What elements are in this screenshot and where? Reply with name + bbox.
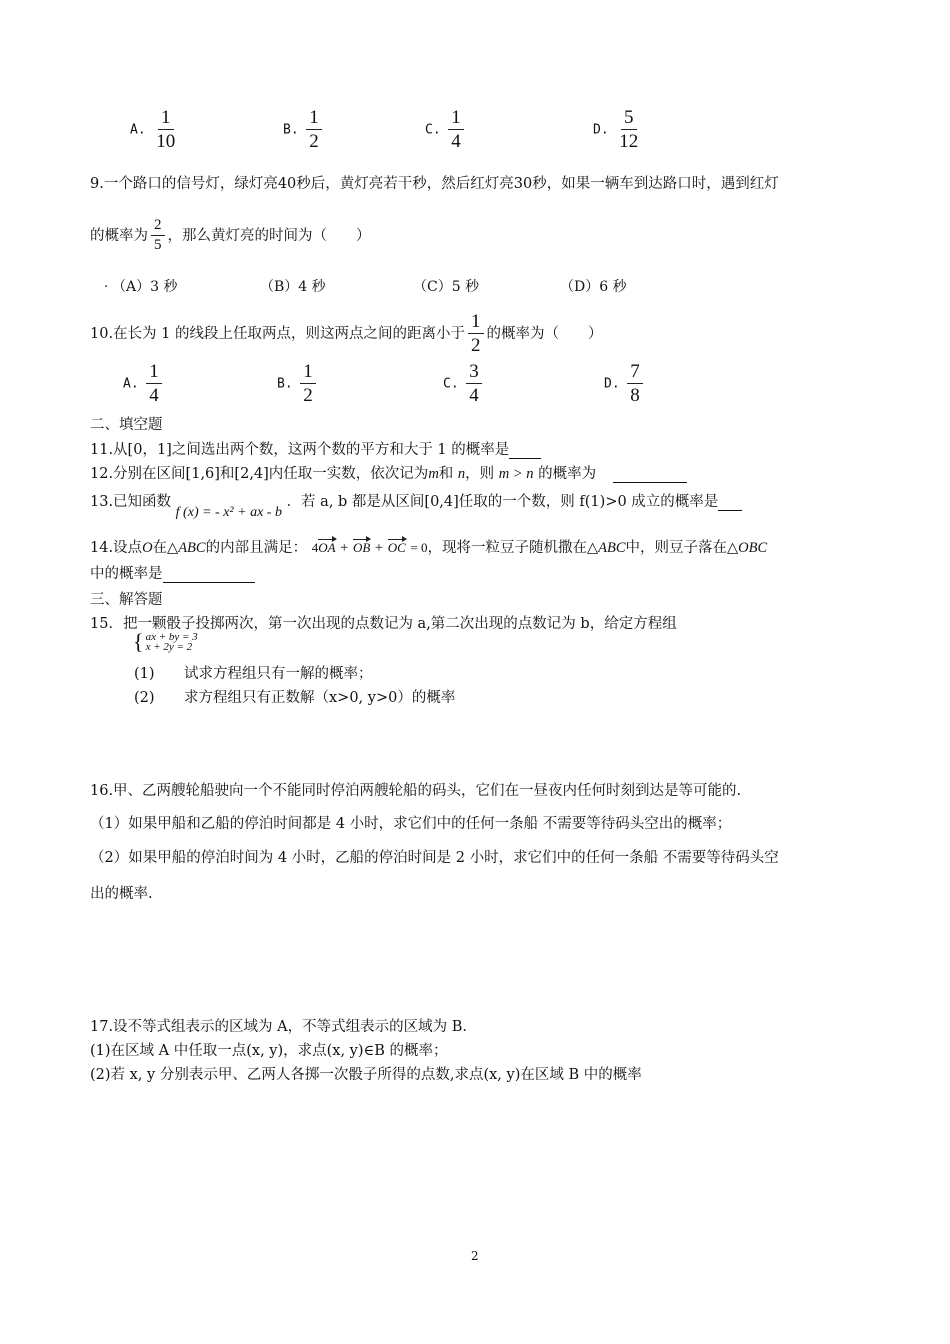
q9-line2-pre: 的概率为 xyxy=(90,227,148,244)
q9-line2-post: ，那么黄灯亮的时间为（ ） xyxy=(167,227,371,244)
q9-line1: 9.一个路口的信号灯，绿灯亮40秒后，黄灯亮若干秒，然后红灯亮30秒，如果一辆车到达路口时，遇到红灯 xyxy=(90,176,779,192)
q8-option-c xyxy=(425,108,467,152)
q14-vector-oa: OA xyxy=(318,540,336,555)
q11-text: 11.从[0，1]之间选出两个数，这两个数的平方和大于 1 的概率是 xyxy=(90,442,510,458)
q10-option-b xyxy=(277,362,319,406)
q14-plus: + xyxy=(340,540,349,556)
option-label: A. xyxy=(130,122,146,138)
option-label: D. xyxy=(604,376,620,392)
equation-1: ax + by = 3 xyxy=(145,631,198,643)
option-label: B. xyxy=(277,376,293,392)
q14-vector-oc: OC xyxy=(387,540,406,555)
q12 xyxy=(90,462,687,483)
q14-line2-text: 中的概率是 xyxy=(90,566,163,582)
q15-sub2-text: 求方程组只有正数解（x>0, y>0）的概率 xyxy=(184,690,456,706)
q14-point-o: O xyxy=(142,540,153,556)
option-label: C. xyxy=(443,376,459,392)
brace-icon: { xyxy=(133,629,144,654)
q14-in: 在△ xyxy=(152,540,179,556)
option-fraction: $\frac{5}{12}$ xyxy=(619,107,639,152)
q14-triangle-abc: ABC xyxy=(178,540,206,556)
q14-post2: 中，则豆子落在△ xyxy=(625,540,739,556)
q15-sub1 xyxy=(134,662,373,683)
q12-expr: m > n xyxy=(498,466,534,482)
q14-equals-zero: = 0 xyxy=(410,540,428,555)
q12-post: 的概率为 xyxy=(538,466,597,482)
q14-post1: ，现将一粒豆子随机撒在△ xyxy=(427,540,599,556)
q10-stem-pre: 10.在长为 1 的线段上任取两点，则这两点之间的距离小于 xyxy=(90,325,466,342)
q10-option-d xyxy=(604,362,646,406)
q13-post: ．若 a, b 都是从区间[0,4]任取的一个数，则 f(1)>0 成立的概率是 xyxy=(286,494,719,510)
q10-option-a xyxy=(123,362,165,406)
q10-option-c xyxy=(443,362,485,406)
answer-blank xyxy=(718,494,742,511)
q16-sub2: （2）如果甲船的停泊时间为 4 小时，乙船的停泊时间是 2 小时，求它们中的任何一条船 不需要等待码头空 xyxy=(90,850,779,866)
q14-vector-ob: OB xyxy=(352,540,371,555)
q16-stem: 16.甲、乙两艘轮船驶向一个不能同时停泊两艘轮船的码头，它们在一昼夜内任何时刻到达是等可能的. xyxy=(90,783,742,799)
option-label: C. xyxy=(425,122,441,138)
option-label: B. xyxy=(283,122,299,138)
answer-blank xyxy=(163,566,255,583)
option-label: A. xyxy=(123,376,139,392)
q14-plus: + xyxy=(374,540,384,556)
q14-triangle-obc: OBC xyxy=(738,540,768,556)
option-fraction: $\frac{1}{2}$ xyxy=(306,108,322,152)
section-heading-fill-in: 二、填空题 xyxy=(90,417,163,433)
q9-fraction: $\frac{2}{5}$ xyxy=(151,218,165,254)
section-heading-solutions: 三、解答题 xyxy=(90,592,163,608)
q9-line2 xyxy=(90,218,371,254)
q12-var-m: m xyxy=(428,466,439,482)
option-label: D. xyxy=(593,122,609,138)
q14-pre: 14.设点 xyxy=(90,540,143,556)
q14-triangle-abc-2: ABC xyxy=(598,540,626,556)
q14-line2 xyxy=(90,562,255,583)
q9-dot: . xyxy=(104,276,109,291)
option-fraction: $\frac{1}{10}$ xyxy=(156,107,176,152)
q14-line1 xyxy=(90,536,767,557)
option-fraction: $\frac{1}{4}$ xyxy=(146,362,162,406)
q15-sub1-text: 试求方程组只有一解的概率； xyxy=(184,666,373,682)
q10-fraction: $\frac{1}{2}$ xyxy=(468,312,484,356)
q17-sub2: (2)若 x, y 分别表示甲、乙两人各掷一次骰子所得的点数,求点(x, y)在区域 B 中的概率 xyxy=(90,1067,642,1083)
q10-stem xyxy=(90,312,603,356)
q13-function: f (x) = - x² + ax - b xyxy=(175,505,282,520)
equation-2: x + 2y = 2 xyxy=(145,641,193,653)
q11 xyxy=(90,438,541,459)
q14-coef: 4 xyxy=(311,540,319,555)
q12-var-n: n xyxy=(457,466,466,482)
q15-sub2 xyxy=(134,686,455,707)
q8-option-d xyxy=(593,108,644,152)
q9-option-c: （C）5 秒 xyxy=(413,279,480,295)
q10-stem-post: 的概率为（ ） xyxy=(486,325,603,342)
option-fraction: $\frac{3}{4}$ xyxy=(466,362,482,406)
q12-pre: 12.分别在区间[1,6]和[2,4]内任取一实数，依次记为 xyxy=(90,466,429,482)
option-fraction: $\frac{1}{2}$ xyxy=(300,362,316,406)
option-fraction: $\frac{7}{8}$ xyxy=(627,362,643,406)
answer-blank xyxy=(613,466,687,483)
q17-sub1: (1)在区域 A 中任取一点(x, y)，求点(x, y)∈B 的概率； xyxy=(90,1043,448,1059)
q9-option-d: （D）6 秒 xyxy=(560,279,627,295)
option-fraction: $\frac{1}{4}$ xyxy=(448,108,464,152)
q9-option-b: （B）4 秒 xyxy=(260,279,326,295)
equation-system xyxy=(133,629,198,654)
q8-option-b xyxy=(283,108,325,152)
q14-mid: 的内部且满足： xyxy=(205,540,308,556)
q8-option-a xyxy=(130,108,181,152)
q13 xyxy=(90,490,742,520)
q9-option-a: （A）3 秒 xyxy=(112,279,178,295)
q15-sub1-num: (1) xyxy=(134,666,155,682)
q16-sub2-cont: 出的概率. xyxy=(90,886,153,902)
q15-sub2-num: (2) xyxy=(134,690,155,706)
q16-sub1: （1）如果甲船和乙船的停泊时间都是 4 小时，求它们中的任何一条船 不需要等待码头空出的概率； xyxy=(90,816,732,832)
q12-mid: ，则 xyxy=(465,466,495,482)
q17-stem: 17.设不等式组表示的区域为 A，不等式组表示的区域为 B. xyxy=(90,1019,468,1035)
page-number: 2 xyxy=(471,1249,479,1263)
q12-and: 和 xyxy=(438,466,454,482)
answer-blank xyxy=(509,442,541,459)
q15-equation-system xyxy=(133,629,198,654)
q15-stem: 15．把一颗骰子投掷两次，第一次出现的点数记为 a,第二次出现的点数记为 b，给定方程组 xyxy=(90,616,677,632)
q13-pre: 13.已知函数 xyxy=(90,494,172,510)
